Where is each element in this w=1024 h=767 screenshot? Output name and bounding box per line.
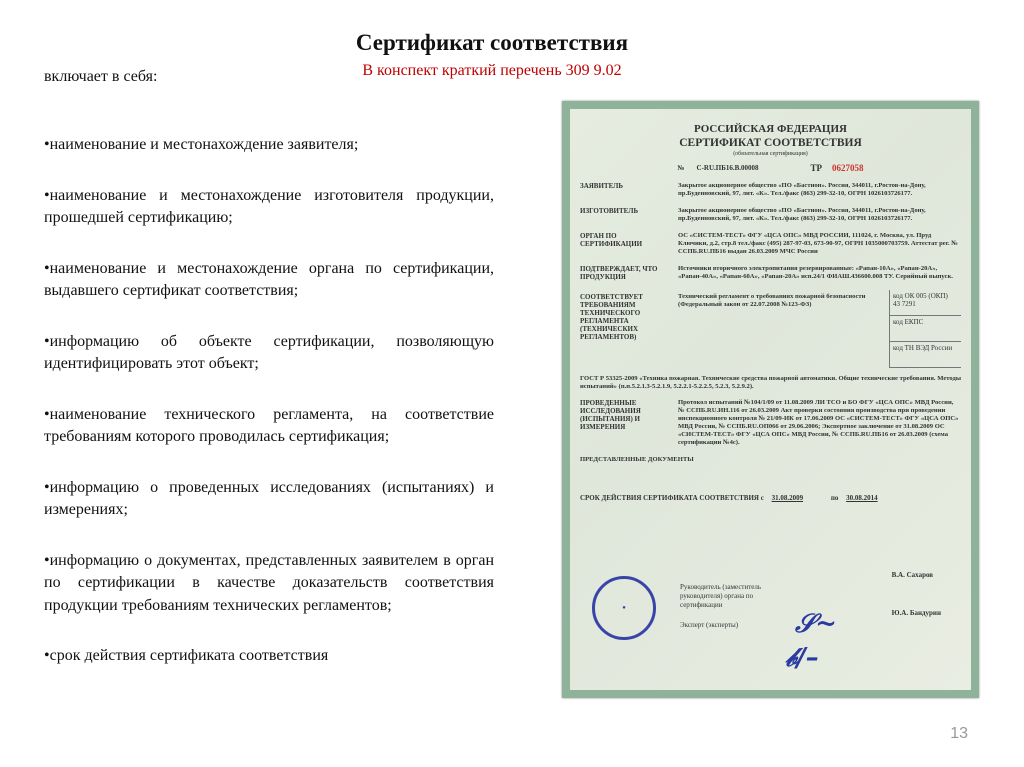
cert-tr-label: ТР [810, 163, 823, 173]
cert-valid-to: 30.08.2014 [846, 494, 878, 502]
cert-tests-label: ПРОВЕДЕННЫЕ ИССЛЕДОВАНИЯ (ИСПЫТАНИЯ) И ИЗМЕРЕНИЯ [580, 399, 641, 431]
cert-product: Источники вторичного электропитания резервированные: «Рапан-10А», «Рапан-20А», «Рапан-40А», «Рапан-60А», «Рапан-20А» исп.24/1 ФИАШ.436600.008 ТУ. Серийный выпуск. [678, 265, 953, 280]
cert-expert-role: Эксперт (эксперты) [680, 621, 739, 629]
cert-valid-from: 31.08.2009 [771, 494, 804, 502]
cert-country: РОССИЙСКАЯ ФЕДЕРАЦИЯ [694, 123, 847, 135]
bullet-list [44, 134, 494, 696]
cert-code-okp: код ОК 005 (ОКП) [893, 292, 948, 300]
bullet-item: •наименование и местонахождение изготовителя продукции, прошедшей сертификацию; [44, 186, 494, 226]
bullet-item: •информацию о документах, представленных заявителем в орган по сертификации в качестве доказательств соответствия продукции требованиям технических регламентов; [44, 551, 494, 614]
bullet-item: •наименование технического регламента, на соответствие требованиям которого проводилась сертификация; [44, 405, 494, 445]
cert-from-prefix: с [760, 494, 764, 502]
cert-regulation: Технический регламент о требованиях пожарной безопасности (Федеральный закон от 22.07.2008 №123-ФЗ) [678, 293, 866, 308]
cert-code-okp-value: 43 7291 [893, 300, 916, 308]
cert-no-label: № [677, 164, 685, 172]
cert-documents-label: ПРЕДСТАВЛЕННЫЕ ДОКУМЕНТЫ [580, 456, 694, 463]
cert-manufacturer: Закрытое акционерное общество «ПО «Бастион». Россия, 344011, г.Ростов-на-Дону, пр.Буденновский, 97, лит. «К». Тел./факс (863) 299-32-10, ОГРН 1026103726177. [678, 207, 926, 222]
cert-tests: Протокол испытаний №104/1/09 от 11.08.2009 ЛИ ТСО и БО ФГУ «ЦСА ОПС» МВД России, № ССПБ.RU.ИН.116 от 26.03.2009 Акт проверки состояния производства при проведении инспекционного контроля № 21/09-ИК от 17.06.2009 ОС «СИСТЕМ-ТЕСТ» ФГУ «ЦСА ОПС» МВД России, № ССПБ.RU.ОП066 от 29.06.2006; Экспертное заключение от 31.08.2009 ОС «СИСТЕМ-ТЕСТ» ФГУ «ЦСА ОПС» МВД России, № ССПБ.RU.ПБ16 от 26.03.2009 (схема сертификации №4с). [678, 399, 959, 446]
signature-icon: 𝒮~ [795, 609, 837, 639]
cert-applicant-label: ЗАЯВИТЕЛЬ [580, 182, 624, 190]
signature-icon: 𝒷/– [785, 643, 819, 673]
cert-code-ekps: код ЕКПС [889, 316, 961, 342]
certificate-image [562, 101, 979, 698]
cert-validity [580, 494, 961, 502]
cert-to-prefix: по [830, 494, 839, 502]
cert-code-tnved: код ТН ВЭД России [889, 342, 961, 368]
cert-head-role: Руководитель (заместитель руководителя) органа по сертификации [680, 583, 762, 609]
page-number: 13 [950, 725, 968, 742]
bullet-item: •срок действия сертификата соответствия [44, 647, 329, 664]
cert-validity-label: СРОК ДЕЙСТВИЯ СЕРТИФИКАТА СООТВЕТСТВИЯ [580, 494, 759, 502]
cert-product-label: ПОДТВЕРЖДАЕТ, ЧТО ПРОДУКЦИЯ [580, 265, 658, 281]
page-subtitle: В конспект краткий перечень 309 9.02 [362, 62, 622, 79]
cert-expert-name: Ю.А. Бандурин [891, 609, 941, 617]
intro-text: включает в себя: [44, 68, 158, 85]
cert-manufacturer-label: ИЗГОТОВИТЕЛЬ [580, 207, 639, 215]
cert-number: C-RU.ПБ16.В.00008 [696, 164, 759, 172]
cert-applicant: Закрытое акционерное общество «ПО «Бастион». Россия, 344011, г.Ростов-на-Дону, пр.Буденновский, 97, лит. «К». Тел./факс (863) 299-32-10, ОГРН 1026103726177. [678, 182, 926, 197]
cert-body-label: ОРГАН ПО СЕРТИФИКАЦИИ [580, 232, 643, 248]
bullet-item: •информацию о проведенных исследованиях (испытаниях) и измерениях; [44, 478, 494, 518]
cert-number-row [580, 164, 961, 172]
cert-gost: ГОСТ Р 53325-2009 «Техника пожарная. Технические средства пожарной автоматики. Общие технические требования. Методы испытаний» (п.п.5.2.1.3-5.2.1.9, 5.2.2.1-5.2.2.5, 5.2.3, 5.2.9.2). [580, 375, 962, 390]
cert-names [892, 556, 941, 632]
stamp-seal-icon: ● [592, 576, 656, 640]
bullet-item: •информацию об объекте сертификации, позволяющую идентифицировать этот объект; [44, 332, 494, 372]
page-title: Сертификат соответствия [355, 30, 629, 55]
cert-head-name: В.А. Сахаров [891, 571, 934, 579]
cert-roles [680, 583, 770, 630]
cert-blank-number [811, 164, 864, 172]
cert-body: ОС «СИСТЕМ-ТЕСТ» ФГУ «ЦСА ОПС» МВД РОССИИ, 111024, г. Москва, ул. Пруд Ключики, д.2, стр.8 тел./факс (495) 287-97-03, 673-90-97, ОГРН 1035000703759. Аттестат рег. № ССПБ.RU.ПБ16 выдан 26.03.2009 МЧС России [678, 232, 958, 255]
cert-blank-value: 0627058 [832, 163, 864, 173]
cert-type: (обязательная сертификация) [733, 151, 808, 157]
cert-heading: СЕРТИФИКАТ СООТВЕТСТВИЯ [679, 137, 862, 149]
bullet-item: •наименование и местонахождение заявителя; [44, 136, 359, 153]
bullet-item: •наименование и местонахождение органа по сертификации, выдавшего сертификат соответствия; [44, 259, 494, 299]
cert-regulation-label: СООТВЕТСТВУЕТ ТРЕБОВАНИЯМ ТЕХНИЧЕСКОГО РЕГЛАМЕНТА (ТЕХНИЧЕСКИХ РЕГЛАМЕНТОВ) [580, 293, 643, 341]
cert-codes [889, 290, 961, 368]
